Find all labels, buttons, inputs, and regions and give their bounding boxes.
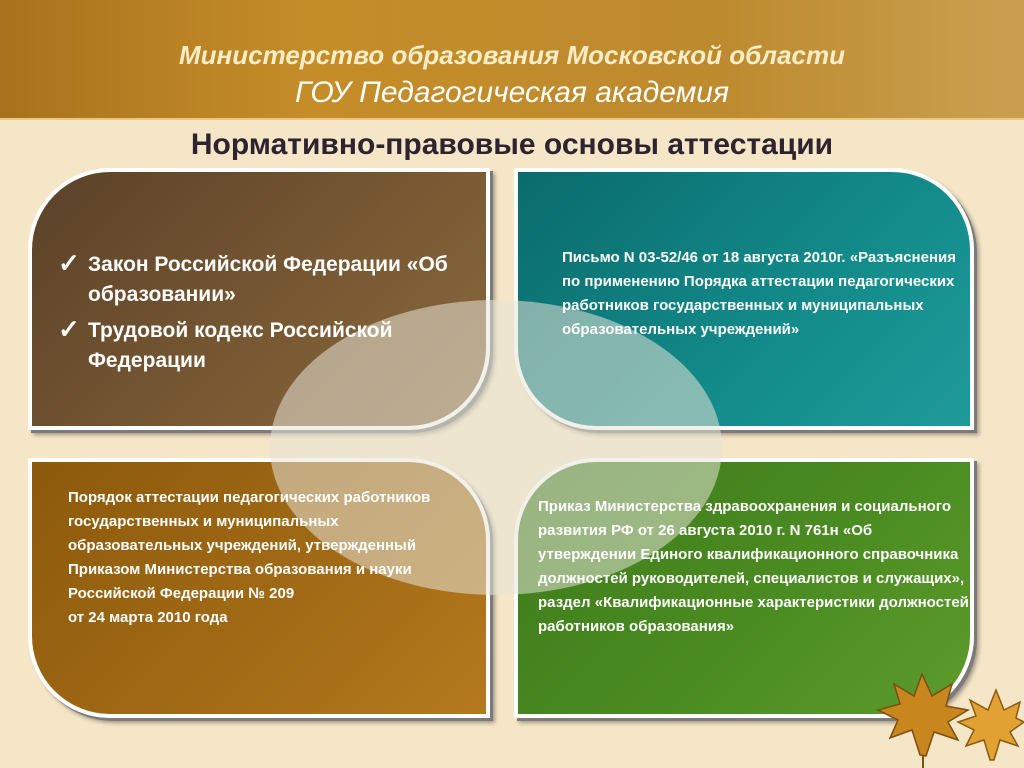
maple-leaf-icon	[850, 660, 1024, 768]
maple-leaf-icon	[958, 690, 1024, 760]
procedure-date: от 24 марта 2010 года	[68, 609, 228, 626]
check-icon: ✓	[58, 314, 80, 344]
maple-leaf-icon	[878, 674, 968, 768]
letter-text: Письмо N 03-52/46 от 18 августа 2010г. «Разъяснения по применению Порядка аттестации педагогических работников государственных и муниципальных образовательных учреждений»	[562, 249, 956, 338]
header-banner	[0, 0, 1024, 120]
ministry-title: Министерство образования Московской области	[179, 40, 845, 70]
academy-title: ГОУ Педагогическая академия	[295, 76, 729, 109]
laws-list	[58, 250, 488, 382]
procedure-text	[68, 486, 468, 630]
check-icon: ✓	[58, 248, 80, 278]
procedure-body: Порядок аттестации педагогических работников государственных и муниципальных образовательных учреждений, утвержденный Приказом Министерства образования и науки Российской Федерации № 209	[68, 489, 431, 602]
order-text: Приказ Министерства здравоохранения и социального развития РФ от 26 августа 2010 г. N 761н «Об утверждении Единого квалификационного справочника должностей руководителей, специалистов и служащих», раздел «Квалификационные характеристики должностей работников образования»	[538, 498, 969, 635]
list-item	[58, 250, 488, 310]
labor-code: Трудовой кодекс Российской Федерации	[88, 319, 393, 372]
law-education: Закон Российской Федерации «Об образовании»	[88, 253, 448, 306]
list-item	[58, 316, 488, 376]
slide-title: Нормативно-правовые основы аттестации	[190, 128, 834, 161]
